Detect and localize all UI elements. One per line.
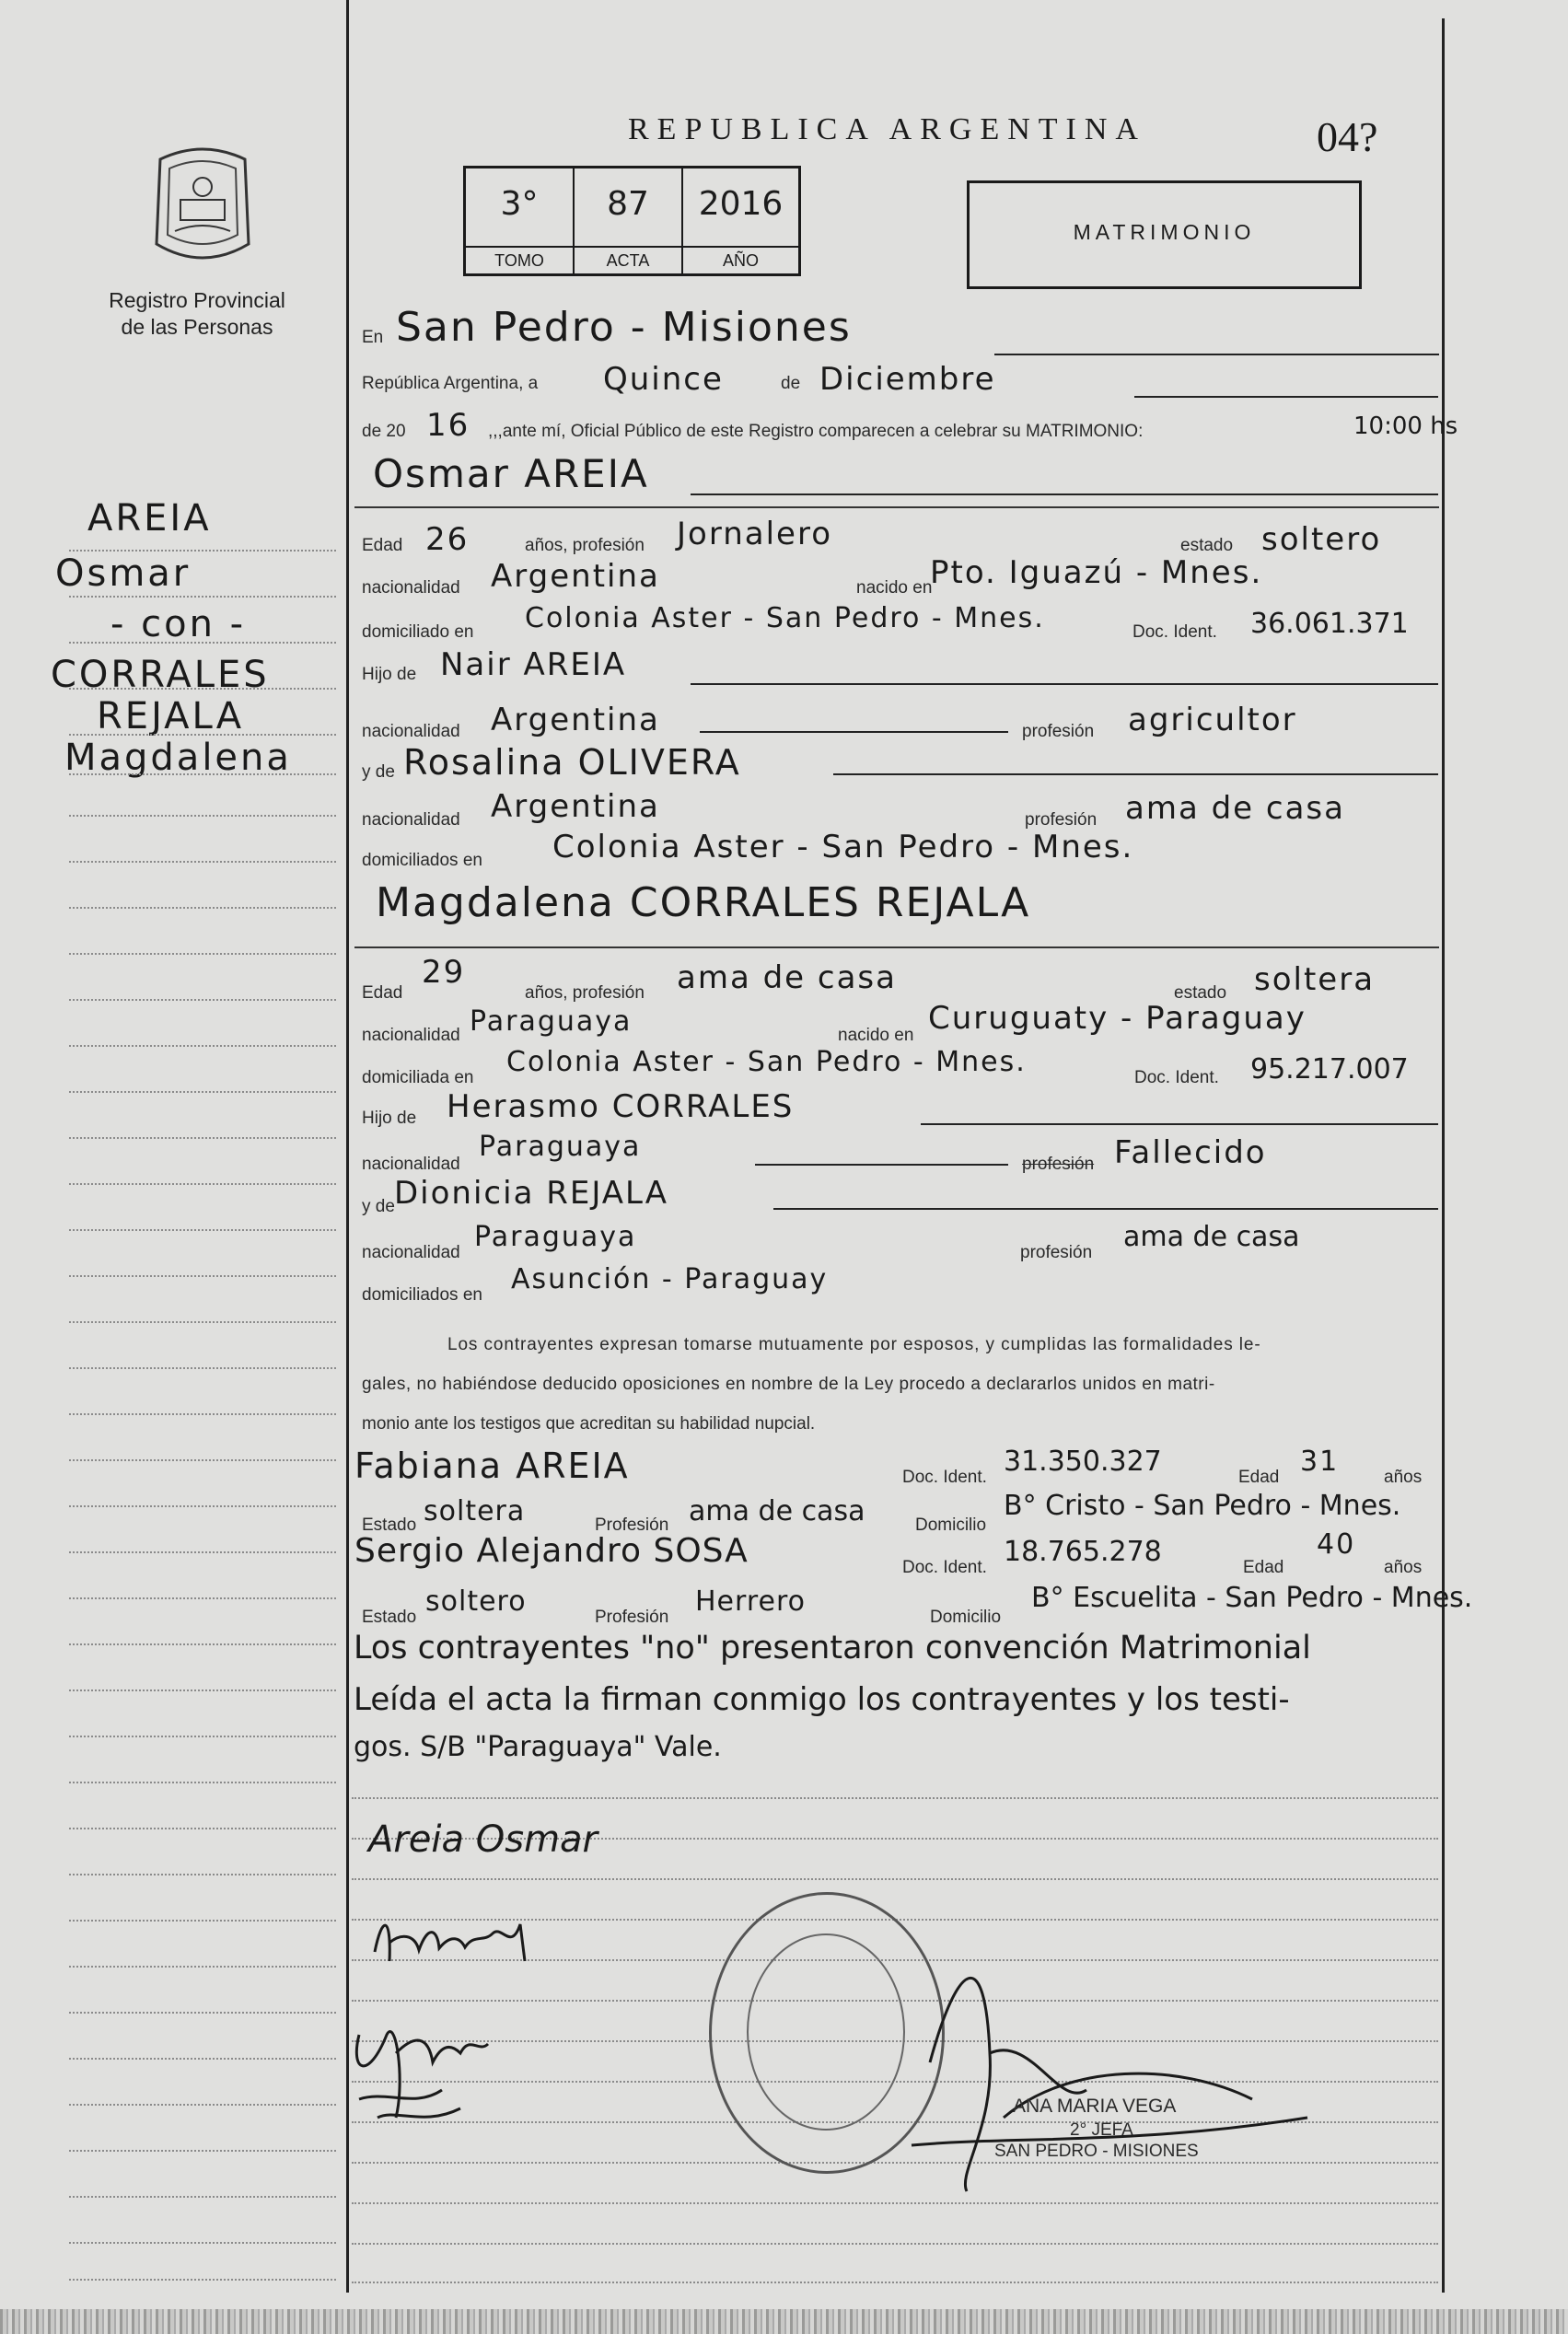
republic-label: República Argentina, a <box>362 374 539 393</box>
groom-father-nac-label: nacionalidad <box>362 722 460 741</box>
ceremony-time: 10:00 hs <box>1353 412 1458 440</box>
witness-1-profesion: ama de casa <box>689 1495 865 1527</box>
ceremony-day: Quince <box>603 361 724 398</box>
declaration-line: gales, no habiéndose deducido oposiciones en nombre de la Ley procedo a declararlos unidos en matri- <box>362 1375 1215 1394</box>
note-line: gos. S/B "Paraguaya" Vale. <box>354 1731 722 1763</box>
bride-mother-label: y de <box>362 1197 395 1216</box>
bride-anos-label: años, profesión <box>525 983 645 1003</box>
groom-father-prof-label: profesión <box>1022 722 1095 741</box>
bride-domicilio-label: domiciliada en <box>362 1068 474 1087</box>
witness-1-estado: soltera <box>424 1495 526 1527</box>
groom-parents-dom-label: domiciliados en <box>362 851 482 870</box>
ceremony-place: San Pedro - Misiones <box>396 304 852 351</box>
acta-value: 87 <box>607 185 649 223</box>
bride-parents-dom-label: domiciliados en <box>362 1285 482 1305</box>
groom-edad: 26 <box>425 521 470 558</box>
bride-nacionalidad: Paraguaya <box>470 1005 633 1038</box>
tomo-value: 3° <box>500 185 539 223</box>
note-line: Los contrayentes "no" presentaron convención Matrimonial <box>354 1630 1311 1666</box>
groom-mother-label: y de <box>362 762 395 782</box>
bride-mother-nac-label: nacionalidad <box>362 1243 460 1262</box>
registry-name <box>77 287 317 341</box>
bride-father-prof: Fallecido <box>1114 1134 1267 1171</box>
witness-1-anos-label: años <box>1384 1468 1423 1487</box>
bride-mother: Dionicia REJALA <box>394 1175 668 1212</box>
declaration-line: Los contrayentes expresan tomarse mutuamente por esposos, y cumplidas las formalidades le- <box>447 1335 1261 1354</box>
witness-2-name: Sergio Alejandro SOSA <box>354 1532 749 1570</box>
groom-mother: Rosalina OLIVERA <box>403 742 741 783</box>
bride-parents-dom: Asunción - Paraguay <box>511 1263 829 1295</box>
misiones-seal-icon <box>147 143 258 272</box>
anio-label: AÑO <box>683 246 798 275</box>
witness-1-edad: 31 <box>1300 1446 1340 1478</box>
groom-father-prof: agricultor <box>1128 702 1297 738</box>
ceremony-month: Diciembre <box>819 361 996 398</box>
groom-profesion: Jornalero <box>677 516 832 552</box>
bride-mother-prof-label: profesión <box>1020 1243 1093 1262</box>
appearance-statement: ,,,ante mí, Oficial Público de este Registro comparecen a celebrar su MATRIMONIO: <box>488 422 1144 441</box>
margin-note-line: AREIA <box>87 497 212 540</box>
groom-signature: Areia Osmar <box>368 1818 598 1861</box>
groom-domicilio: Colonia Aster - San Pedro - Mnes. <box>525 602 1045 634</box>
official-title: 2° JEFA <box>1070 2120 1133 2140</box>
witness-1-name: Fabiana AREIA <box>354 1446 630 1486</box>
bride-nacido-label: nacido en <box>838 1026 914 1045</box>
folio-number: 04? <box>1317 113 1378 160</box>
bride-nacido: Curuguaty - Paraguay <box>928 1000 1307 1037</box>
official-name: ANA MARIA VEGA <box>1013 2096 1177 2117</box>
margin-note-line: REJALA <box>97 695 245 737</box>
margin-note-line: - con - <box>110 603 247 645</box>
bride-domicilio: Colonia Aster - San Pedro - Mnes. <box>506 1046 1027 1078</box>
registry-line-1: Registro Provincial <box>109 288 285 312</box>
acta-label: ACTA <box>575 246 681 275</box>
bride-mother-prof: ama de casa <box>1123 1221 1300 1253</box>
bride-father-nac: Paraguaya <box>479 1131 642 1163</box>
acta-cell <box>575 168 683 273</box>
groom-mother-prof-label: profesión <box>1025 810 1098 830</box>
bride-edad-label: Edad <box>362 983 403 1003</box>
witness-1-estado-label: Estado <box>362 1515 417 1535</box>
groom-doc: 36.061.371 <box>1250 608 1409 640</box>
groom-nacionalidad: Argentina <box>491 558 660 595</box>
book-reference-box <box>463 166 801 276</box>
bride-doc-label: Doc. Ident. <box>1134 1068 1219 1087</box>
country-title: REPUBLICA ARGENTINA <box>628 112 1146 146</box>
margin-note-line: Osmar <box>55 552 192 595</box>
bride-father-prof-label: profesión <box>1022 1155 1095 1174</box>
groom-edad-label: Edad <box>362 536 403 555</box>
groom-parents-dom: Colonia Aster - San Pedro - Mnes. <box>552 829 1134 865</box>
groom-nacido: Pto. Iguazú - Mnes. <box>930 554 1263 591</box>
groom-mother-nac: Argentina <box>491 788 660 825</box>
witness-1-doc-label: Doc. Ident. <box>902 1468 987 1487</box>
bride-profesion: ama de casa <box>677 959 897 996</box>
groom-father: Nair AREIA <box>440 646 627 683</box>
bride-doc: 95.217.007 <box>1250 1053 1409 1086</box>
right-margin-rule <box>1442 18 1445 2293</box>
stamp-inner-ring <box>747 1933 905 2131</box>
bride-father-nac-label: nacionalidad <box>362 1155 460 1174</box>
groom-domicilio-label: domiciliado en <box>362 622 474 642</box>
witness-1-edad-label: Edad <box>1238 1468 1280 1487</box>
year-prefix: de 20 <box>362 422 406 441</box>
bride-edad: 29 <box>422 954 466 991</box>
note-line: Leída el acta la firman conmigo los contrayentes y los testi- <box>354 1681 1290 1718</box>
bride-name: Magdalena CORRALES REJALA <box>376 879 1031 926</box>
anio-cell <box>683 168 798 273</box>
groom-father-label: Hijo de <box>362 665 417 684</box>
witness-2-estado: soltero <box>425 1585 527 1618</box>
declaration-line: monio ante los testigos que acreditan su habilidad nupcial. <box>362 1414 816 1434</box>
left-margin-rule <box>346 0 349 2293</box>
registry-line-2: de las Personas <box>121 315 273 339</box>
tomo-label: TOMO <box>466 246 573 275</box>
witness-2-profesion: Herrero <box>695 1585 806 1618</box>
tomo-cell <box>466 168 575 273</box>
witness-2-domicilio-label: Domicilio <box>930 1608 1002 1627</box>
bride-estado: soltera <box>1254 961 1376 998</box>
bride-mother-nac: Paraguaya <box>474 1221 637 1253</box>
year-suffix: 16 <box>426 407 470 444</box>
margin-note-line: Magdalena <box>64 737 292 779</box>
margin-note-line: CORRALES <box>51 654 270 696</box>
page-binding-edge <box>0 2309 1568 2334</box>
bride-father-label: Hijo de <box>362 1109 417 1128</box>
groom-nacido-label: nacido en <box>856 578 933 598</box>
witness-2-domicilio: B° Escuelita - San Pedro - Mnes. <box>1031 1582 1473 1614</box>
act-type-box <box>967 180 1362 289</box>
bride-father: Herasmo CORRALES <box>447 1088 795 1125</box>
witness-2-doc-label: Doc. Ident. <box>902 1558 987 1577</box>
en-label: En <box>362 328 384 347</box>
witness-1-profesion-label: Profesión <box>595 1515 669 1535</box>
anio-value: 2016 <box>698 185 784 223</box>
groom-estado: soltero <box>1261 521 1382 558</box>
witness-1-domicilio: B° Cristo - San Pedro - Mnes. <box>1004 1490 1401 1522</box>
witness-1-doc: 31.350.327 <box>1004 1446 1162 1478</box>
witness-1-domicilio-label: Domicilio <box>915 1515 987 1535</box>
witness-2-edad-label: Edad <box>1243 1558 1284 1577</box>
witness-2-anos-label: años <box>1384 1558 1423 1577</box>
groom-mother-nac-label: nacionalidad <box>362 810 460 830</box>
witness-2-estado-label: Estado <box>362 1608 417 1627</box>
bride-estado-label: estado <box>1174 983 1227 1003</box>
groom-father-nac: Argentina <box>491 702 660 738</box>
witness-2-edad: 40 <box>1317 1528 1356 1561</box>
groom-doc-label: Doc. Ident. <box>1132 622 1217 642</box>
groom-estado-label: estado <box>1180 536 1234 555</box>
bride-nacionalidad-label: nacionalidad <box>362 1026 460 1045</box>
groom-anos-label: años, profesión <box>525 536 645 555</box>
witness-signatures-icon <box>341 1998 516 2136</box>
official-office: SAN PEDRO - MISIONES <box>994 2142 1199 2161</box>
de-label: de <box>781 374 801 393</box>
groom-nacionalidad-label: nacionalidad <box>362 578 460 598</box>
groom-mother-prof: ama de casa <box>1125 790 1345 827</box>
witness-2-profesion-label: Profesión <box>595 1608 669 1627</box>
act-type: MATRIMONIO <box>1073 220 1256 244</box>
groom-name: Osmar AREIA <box>373 451 649 496</box>
bride-signature-icon <box>364 1906 557 1980</box>
witness-2-doc: 18.765.278 <box>1004 1536 1162 1568</box>
